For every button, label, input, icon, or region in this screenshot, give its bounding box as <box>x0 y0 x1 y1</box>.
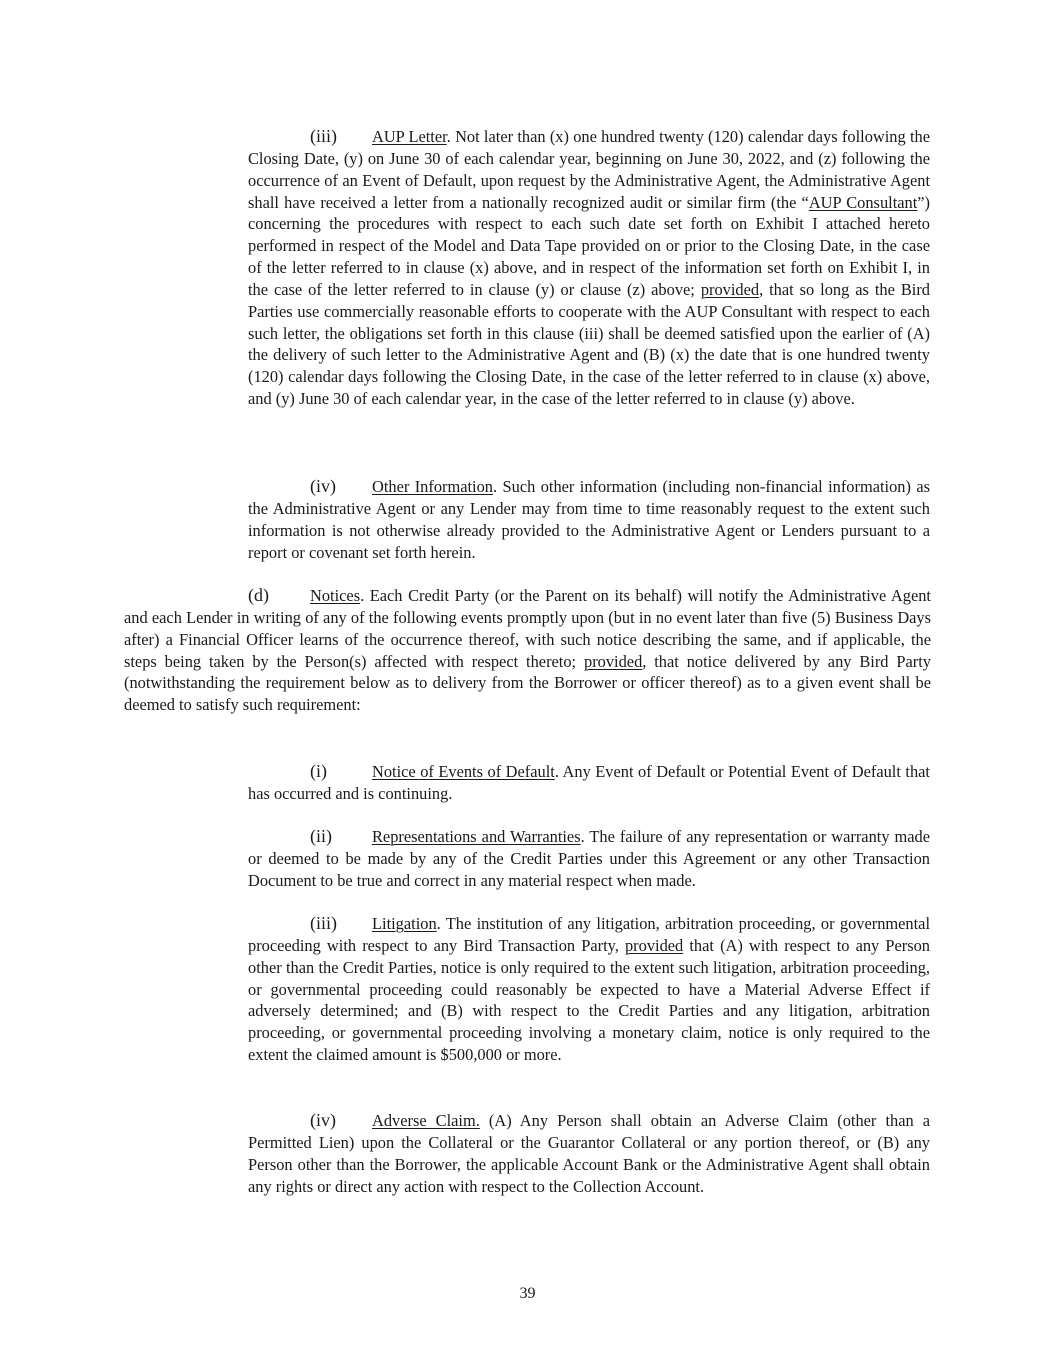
proviso-term: provided <box>624 935 684 955</box>
clause-heading: Litigation <box>372 914 437 933</box>
clause-heading: Representations and Warranties <box>372 827 581 846</box>
paragraph-events-of-default <box>248 761 930 805</box>
clause-heading: Notices <box>310 586 361 605</box>
paragraph-aup-letter <box>248 126 930 410</box>
clause-text: (A) Any Person shall obtain an Adverse Claim (other than a Permitted Lien) upon the Collateral or the Guarantor Collateral or any portion thereof, or (B) any Person other than the Borrower, the applicable Account Bank or the Administrative Agent shall obtain any rights or direct any action with respect to the Collection Account. <box>248 1111 930 1196</box>
clause-text: . The failure of any representation or warranty made or deemed to be made by any of the Credit Parties under this Agreement or any other Transaction Document to be true and correct in any material respect when made. <box>248 827 930 890</box>
paragraph-other-information <box>248 476 930 563</box>
clause-number: (i) <box>310 761 327 781</box>
clause-text: . Any Event of Default or Potential Event of Default that has occurred and is continuing. <box>248 762 930 803</box>
paragraph-notices <box>124 585 931 716</box>
clause-number: (iii) <box>310 913 337 933</box>
clause-number: (iii) <box>310 126 337 146</box>
clause-heading: Adverse Claim. <box>372 1111 480 1130</box>
clause-text: . The institution of any litigation, arbitration proceeding, or governmental proceeding with respect to any Bird Transaction Party, <box>248 914 930 955</box>
clause-text: . Each Credit Party (or the Parent on its behalf) will notify the Administrative Agent and each Lender in writing of any of the following events promptly upon (but in no event later than five (5) Business Days after) a Financial Officer learns of the occurrence thereof, with such notice describing the same, and if applicable, the steps being taken by the Person(s) affected with respect thereto; <box>124 586 931 671</box>
paragraph-representations <box>248 826 930 892</box>
proviso-term: provided <box>700 279 760 299</box>
clause-text: . Not later than (x) one hundred twenty (120) calendar days following the Closing Date, (y) on June 30 of each calendar year, beginning on June 30, 2022, and (z) following the occurrence of an Event of Default, upon request by the Administrative Agent, the Administrative Agent shall have received a letter from a nationally recognized audit or similar firm (the “ <box>248 127 930 212</box>
clause-number: (iv) <box>310 1110 336 1130</box>
clause-text: . Such other information (including non-financial information) as the Administrative Agent or any Lender may from time to time reasonably request to the extent such information is not otherwise already provided to the Administrative Agent or Lenders pursuant to a report or covenant set forth herein. <box>248 477 930 562</box>
clause-number: (iv) <box>310 476 336 496</box>
page-number: 39 <box>519 1285 536 1302</box>
paragraph-adverse-claim <box>248 1110 930 1197</box>
proviso-term: provided <box>584 651 643 671</box>
clause-text: , that so long as the Bird Parties use commercially reasonable efforts to cooperate with the AUP Consultant with respect to each such letter, the obligations set forth in this clause (iii) shall be deemed satisfied upon the earlier of (A) the delivery of such letter to the Administrative Agent and (B) (x) the date that is one hundred twenty (120) calendar days following the Closing Date, in the case of the letter referred to in clause (x) above, and (y) June 30 of each calendar year, in the case of the letter referred to in clause (y) above. <box>248 279 930 409</box>
clause-heading: Other Information <box>372 477 494 496</box>
defined-term: AUP Consultant <box>808 192 918 212</box>
clause-heading: Notice of Events of Default <box>372 762 555 781</box>
clause-text: that (A) with respect to any Person other than the Credit Parties, notice is only required to the extent such litigation, arbitration proceeding, or governmental proceeding could reasonably be expected to have a Material Adverse Effect if adversely determined; and (B) with respect to the Credit Parties and any litigation, arbitration proceeding, or governmental proceeding involving a monetary claim, notice is only required to the extent the claimed amount is $500,000 or more. <box>248 935 930 1065</box>
clause-text: ”) concerning the procedures with respect to each such date set forth on Exhibit I attached hereto performed in respect of the Model and Data Tape provided on or prior to the Closing Date, in the case of the letter referred to in clause (x) above, and in respect of the information set forth on Exhibit I, in the case of the letter referred to in clause (y) or clause (z) above; <box>248 192 931 299</box>
clause-heading: AUP Letter <box>372 127 447 146</box>
paragraph-litigation <box>248 913 930 1066</box>
clause-number: (d) <box>248 585 269 605</box>
clause-number: (ii) <box>310 826 332 846</box>
clause-text: , that notice delivered by any Bird Party (notwithstanding the requirement below as to delivery from the Borrower or officer thereof) as to a given event shall be deemed to satisfy such requirement: <box>124 651 931 715</box>
